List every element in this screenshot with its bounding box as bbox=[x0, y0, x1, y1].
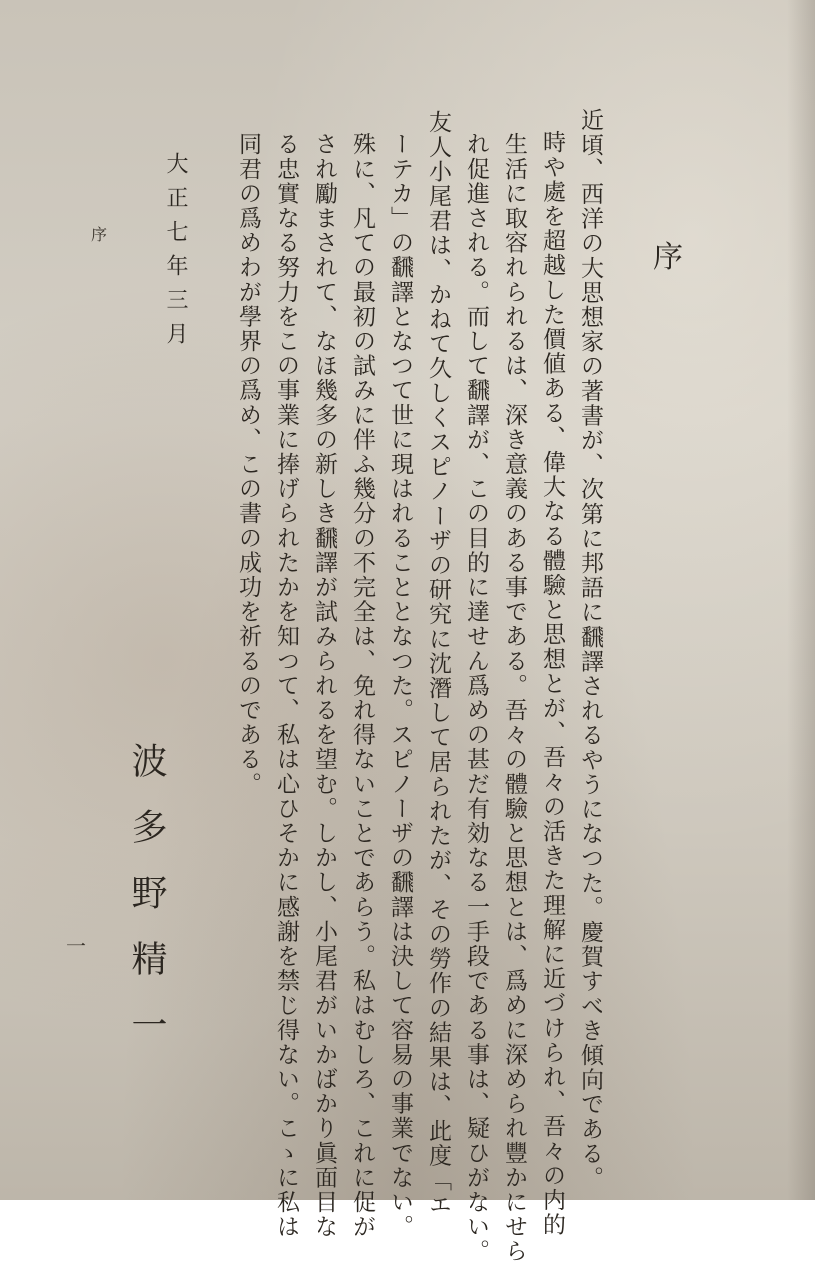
body-line-9: る忠實なる努力をこの事業に捧げられたかを知つて、私は心ひそかに感謝を禁じ得ない。こゝに私は bbox=[273, 132, 299, 1239]
body-line-1: 近頃、西洋の大思想家の著書が、次第に邦語に飜譯されるやうになつた。慶賀すべき傾向である。 bbox=[577, 108, 603, 1191]
page-title: 序 bbox=[653, 240, 683, 275]
body-line-8: され勵まされて、なほ幾多の新しき飜譯が試みられるを望む。しかし、小尾君がいかばかり眞面目な bbox=[311, 132, 337, 1239]
author-name: 波多野精一 bbox=[126, 742, 167, 1072]
body-line-2: 時や處を超越した價値ある、偉大なる體驗と思想とが、吾々の活きた理解に近づけられ、吾々の内的 bbox=[539, 130, 565, 1237]
body-line-7: 殊に、凡ての最初の試みに伴ふ幾分の不完全は、免れ得ないことであらう。私はむしろ、これに促が bbox=[349, 132, 375, 1239]
date-line: 大正七年三月 bbox=[163, 152, 188, 356]
body-line-4: れ促進される。而して飜譯が、この目的に達せん爲めの甚だ有効なる一手段である事は、疑ひがない。 bbox=[463, 132, 489, 1264]
body-line-3: 生活に取容れられるは、深き意義のある事である。吾々の體驗と思想とは、爲めに深められ豐かにせら bbox=[501, 132, 527, 1264]
body-line-10: 同君の爲めわが學界の爲め、この書の成功を祈るのである。 bbox=[235, 132, 261, 797]
page-number: 一 bbox=[66, 934, 86, 958]
body-line-6: ーテカ」の飜譯となつて世に現はれることとなつた。スピノーザの飜譯は決して容易の事業でない。 bbox=[387, 132, 413, 1239]
page-edge-shadow bbox=[787, 0, 815, 1200]
body-line-5: 友人小尾君は、かねて久しくスピノーザの研究に沈潛して居られたが、その勞作の結果は、此度「エ bbox=[425, 110, 451, 1217]
footer-section-label: 序 bbox=[91, 225, 108, 244]
